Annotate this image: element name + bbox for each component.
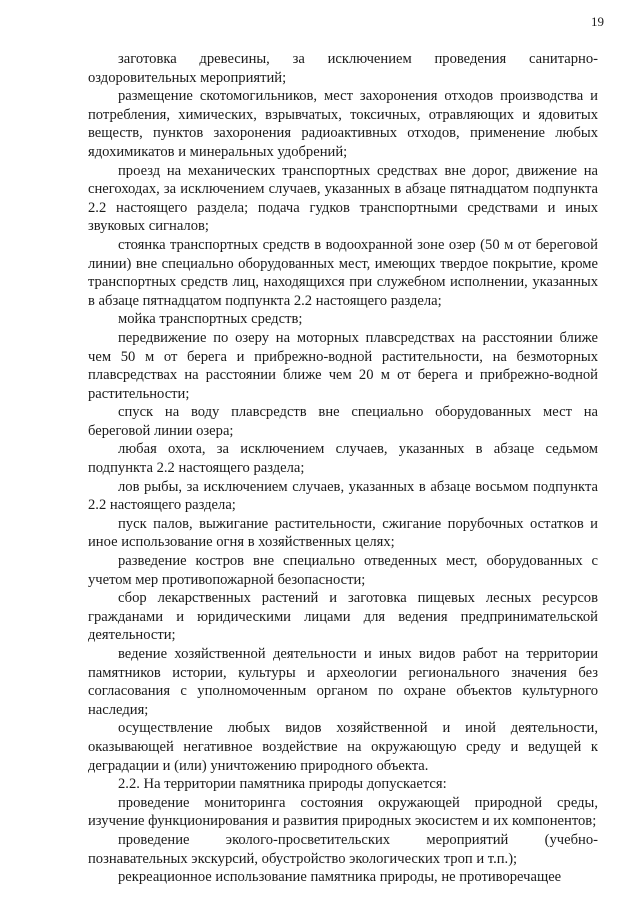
paragraph-waste-disposal: размещение скотомогильников, мест захоронения отходов производства и потребления, химических, взрывчатых, токсичных, отравляющих и ядовитых веществ, пунктов захоронения радиоактивных отходов, применение любых ядохимикатов и минеральных удобрений; <box>88 88 598 160</box>
section-heading-2-2: 2.2. На территории памятника природы допускается: <box>118 776 447 793</box>
paragraph-boat-launching: спуск на воду плавсредств вне специально оборудованных мест на береговой линии озера; <box>88 404 598 439</box>
paragraph-negative-impact: осуществление любых видов хозяйственной и иной деятельности, оказывающей негативное воздействие на окружающую среду и ведущей к деградации и (или) уничтожению природного объекта. <box>88 720 598 774</box>
paragraph-campfires: разведение костров вне специально отведенных мест, оборудованных с учетом мер противопожарной безопасности; <box>88 553 598 588</box>
paragraph-timber-harvesting: заготовка древесины, за исключением проведения санитарно-оздоровительных мероприятий; <box>88 51 598 86</box>
paragraph-fishing: лов рыбы, за исключением случаев, указанных в абзаце восьмом подпункта 2.2 настоящего раздела; <box>88 478 598 514</box>
paragraph-boat-movement: передвижение по озеру на моторных плавсредствах на расстоянии ближе чем 50 м от берега и прибрежно-водной растительности, на безмоторных плавсредствах на расстоянии ближе чем 20 м от берега и прибрежно-водной растительности; <box>88 329 598 402</box>
paragraph-monitoring: проведение мониторинга состояния окружающей природной среды, изучение функционирования и развития природных экосистем и их компонентов; <box>88 794 598 830</box>
paragraph-burning: пуск палов, выжигание растительности, сжигание порубочных остатков и иное использование огня в хозяйственных целях; <box>88 515 598 551</box>
page-number: 19 <box>591 14 604 29</box>
paragraph-vehicle-parking: стоянка транспортных средств в водоохранной зоне озер (50 м от береговой линии) вне специально оборудованных мест, имеющих твердое покрытие, кроме транспортных средств лиц, находящихся при служебном исполнении, указанных в абзаце пятнадцатом подпункта 2.2 настоящего раздела; <box>88 236 598 309</box>
paragraph-heritage-sites: ведение хозяйственной деятельности и иных видов работ на территории памятников истории, культуры и археологии регионального значения без согласования с уполномоченным органом по охране объектов культурного наследия; <box>88 646 598 718</box>
paragraph-eco-education: проведение эколого-просветительских мероприятий (учебно-познавательных экскурсий, обустройство экологических троп и т.п.); <box>88 831 598 867</box>
paragraph-hunting: любая охота, за исключением случаев, указанных в абзаце седьмом подпункта 2.2 настоящего раздела; <box>88 441 598 477</box>
paragraph-vehicle-washing: мойка транспортных средств; <box>118 311 303 328</box>
paragraph-plant-collection: сбор лекарственных растений и заготовка пищевых лесных ресурсов гражданами и юридическими лицами для ведения предпринимательской деятельности; <box>88 590 598 644</box>
document-body <box>88 50 598 887</box>
paragraph-recreation: рекреационное использование памятника природы, не противоречащее <box>118 869 562 886</box>
paragraph-vehicle-travel: проезд на механических транспортных средствах вне дорог, движение на снегоходах, за исключением случаев, указанных в абзаце пятнадцатом подпункта 2.2 настоящего раздела; подача гудков транспортными средствами и иных звуковых сигналов; <box>88 162 598 235</box>
